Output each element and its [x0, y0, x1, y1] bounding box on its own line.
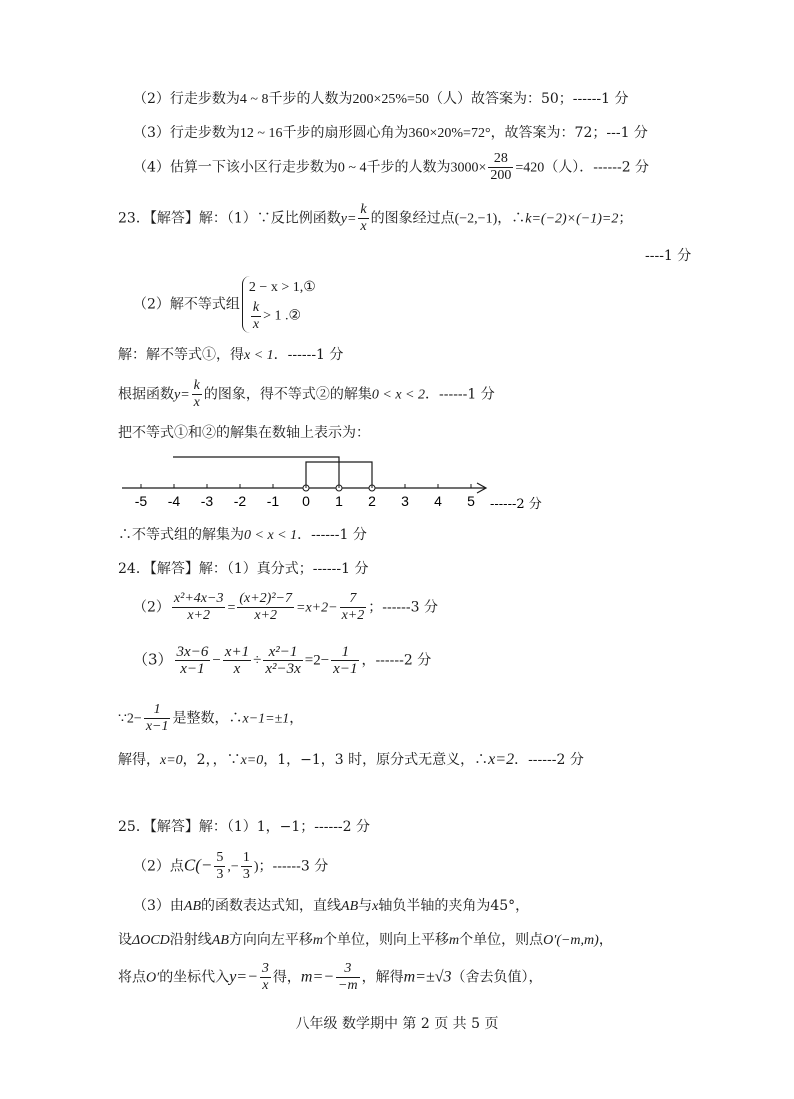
math: AB — [211, 933, 229, 948]
denominator: x+2 — [187, 608, 211, 623]
fraction — [336, 961, 360, 994]
text: ；------3 分 — [368, 599, 438, 616]
math: m — [312, 933, 324, 948]
math: > 1 .② — [263, 308, 302, 324]
inequality-1: 2 − x > 1,① — [248, 280, 316, 295]
math: O′(−m,m) — [543, 933, 599, 948]
fraction — [175, 644, 211, 677]
text: 23．【解答】解：（1）∵反比例函数 — [118, 210, 341, 227]
text: 方向向左平移 — [228, 932, 313, 948]
text: ．------1 分 — [425, 386, 495, 403]
math: ∵2− — [118, 711, 142, 727]
math: m=− — [300, 968, 335, 986]
text: ∴不等式组的解集为 — [118, 527, 244, 543]
tick-label: -2 — [233, 493, 247, 509]
math: 12 ~ 16 — [239, 126, 283, 141]
text: 得， — [272, 969, 301, 986]
text: 根据函数 — [118, 386, 174, 403]
fraction — [251, 300, 261, 333]
tick-label: -4 — [167, 493, 181, 509]
math: y=− — [229, 968, 258, 986]
numerator: k — [360, 202, 367, 217]
text: 25．【解答】解：（1）1，−1；------2 分 — [118, 819, 371, 835]
q24-part-4 — [118, 702, 303, 735]
numerator: 3 — [261, 961, 269, 976]
fraction — [358, 202, 368, 235]
fraction — [172, 591, 226, 624]
text: （2）行走步数为 — [133, 91, 240, 107]
inequality-2 — [249, 300, 316, 333]
math: =2− — [304, 652, 330, 669]
fraction — [144, 702, 171, 735]
fraction — [488, 151, 513, 184]
q24-part-3 — [133, 644, 431, 677]
q23-part-2 — [133, 276, 316, 333]
math: =x+2− — [296, 600, 338, 616]
denominator: x²−3x — [265, 661, 301, 677]
text: 解：解不等式①，得 — [118, 347, 244, 363]
numerator: 1 — [331, 644, 359, 661]
text: ，2，，∵ — [182, 752, 241, 768]
math: y= — [340, 211, 357, 227]
numerator: x+1 — [224, 644, 250, 660]
text: 沿射线 — [169, 932, 212, 948]
q25-part-2 — [133, 850, 328, 883]
tick-label: 3 — [401, 493, 409, 509]
text: 的图象，得不等式②的解集 — [203, 386, 372, 403]
denominator: x+2 — [341, 608, 365, 623]
text: ，故答案为：72；---1 分 — [490, 125, 648, 141]
math: 200×25%=50 — [352, 92, 429, 107]
q24-head — [118, 560, 368, 578]
text: ， — [289, 710, 304, 727]
tick-label: 4 — [434, 493, 442, 509]
score: ----1 分 — [645, 248, 692, 264]
footer-text: 八年级 数学期中 第 2 页 共 5 页 — [295, 1016, 499, 1032]
math: =420 — [515, 160, 545, 176]
q23-solution-3 — [118, 424, 370, 442]
denominator: x — [262, 978, 269, 993]
numerator: k — [193, 378, 200, 393]
text: 的坐标代入 — [159, 969, 230, 986]
fraction — [237, 591, 294, 624]
math: x — [372, 899, 379, 914]
math: x−1=±1 — [242, 711, 290, 727]
text: 把不等式①和②的解集在数轴上表示为： — [118, 425, 370, 441]
text: （人）．------2 分 — [544, 159, 650, 176]
denominator: −m — [338, 978, 358, 993]
text: 个单位，则向上平移 — [323, 932, 450, 948]
math: 0 < x < 1 — [244, 528, 298, 543]
q23-head — [118, 202, 632, 235]
text: （4）估算一下该小区行走步数为 — [133, 159, 338, 176]
numerator: 1 — [242, 850, 250, 865]
text: 千步的扇形圆心角为 — [282, 125, 409, 141]
denominator: x−1 — [333, 661, 358, 677]
math: = — [227, 600, 236, 616]
q24-part-5 — [118, 751, 584, 770]
math: k=(−2)×(−1)=2 — [525, 211, 619, 227]
math: ) — [253, 859, 259, 875]
numerator: 3 — [336, 961, 360, 978]
fraction — [214, 850, 225, 883]
math: ÷ — [253, 652, 262, 669]
math: y= — [174, 387, 190, 403]
q25-part-4 — [118, 931, 613, 950]
numerator: 3x−6 — [176, 644, 209, 660]
text: ，解得 — [361, 969, 404, 986]
numerator: 28 — [488, 151, 513, 168]
math: O′ — [146, 970, 160, 986]
text: （3）由 — [133, 898, 184, 914]
text: 的函数表达式知，直线 — [201, 898, 342, 914]
text: ； — [618, 210, 633, 227]
text: （2）解不等式组 — [133, 296, 240, 313]
tick-label: -5 — [134, 493, 148, 509]
math: − — [212, 652, 221, 669]
number-line — [0, 448, 794, 518]
text: ， — [598, 932, 613, 948]
text: 千步的人数为 — [366, 159, 451, 176]
text: 与 — [358, 898, 373, 914]
q22-line-4 — [133, 151, 649, 184]
denominator: x — [360, 219, 367, 234]
math: C(− — [183, 855, 213, 875]
numerator: (x+2)²−7 — [239, 591, 292, 606]
math: AB — [341, 899, 359, 914]
q24-part-2 — [133, 591, 438, 624]
denominator: x — [233, 661, 241, 677]
numerator: k — [252, 300, 260, 315]
numerator: x²+4x−3 — [173, 591, 224, 606]
q25-part-5 — [118, 961, 543, 994]
text: ．------1 分 — [273, 347, 344, 363]
math: 360×20%=72° — [408, 126, 491, 141]
q22-line-3 — [133, 124, 648, 143]
math: 3000× — [450, 160, 487, 176]
q23-score-1 — [645, 247, 691, 265]
denominator: 200 — [490, 168, 512, 183]
text: 千步的人数为 — [268, 91, 353, 107]
text: 解得， — [118, 752, 160, 768]
denominator: x−1 — [180, 661, 205, 677]
fraction — [331, 644, 359, 677]
fraction — [223, 644, 251, 677]
numerator: 5 — [216, 850, 224, 865]
text: （3）行走步数为 — [133, 125, 240, 141]
math: (−2,−1) — [454, 211, 498, 227]
fraction — [260, 961, 271, 994]
math: 0 < x < 2 — [371, 387, 425, 403]
math: x=0 — [240, 753, 264, 768]
text: （舍去负值）， — [451, 969, 543, 986]
numerator: x²−1 — [263, 644, 302, 661]
tick-label: -1 — [266, 493, 280, 509]
text: ，1，−1，3 时，原分式无意义，∴ — [263, 752, 489, 768]
math: ,− — [227, 859, 239, 875]
denominator: x — [252, 317, 260, 332]
text: 24．【解答】解：（1）真分式；------1 分 — [118, 561, 369, 577]
q23-solution-2 — [118, 378, 495, 411]
text: 是整数，∴ — [172, 710, 243, 727]
text: ．------2 分 — [514, 752, 584, 768]
text: （3） — [133, 650, 173, 669]
math: m — [449, 933, 460, 948]
text: 设 — [118, 932, 132, 948]
q25-head — [118, 818, 370, 836]
q23-solution-1 — [118, 346, 343, 365]
text: ；------3 分 — [258, 858, 329, 875]
fraction — [263, 644, 302, 677]
q25-part-3 — [133, 897, 529, 916]
inequality-system — [242, 276, 316, 333]
denominator: 3 — [242, 867, 250, 882]
text: 轴负半轴的夹角为45°， — [378, 898, 530, 914]
math: 4 ~ 8 — [239, 92, 269, 107]
numerator: 1 — [144, 702, 171, 719]
tick-label: 0 — [302, 493, 310, 509]
text: （人）故答案为：50；------1 分 — [428, 91, 629, 107]
q23-conclusion — [118, 526, 367, 545]
fraction — [192, 378, 202, 411]
math: x < 1 — [244, 348, 274, 363]
numerator: 7 — [340, 591, 367, 608]
text: ，------2 分 — [361, 652, 432, 669]
math: x=2 — [488, 751, 515, 768]
page-footer — [0, 1013, 794, 1033]
axis-score: ------2 分 — [490, 497, 542, 512]
denominator: x — [193, 395, 200, 410]
math: m=±√3 — [403, 968, 452, 986]
text: ，∴ — [497, 210, 526, 227]
fraction — [241, 850, 252, 883]
denominator: 3 — [216, 867, 224, 882]
text: ．------1 分 — [297, 527, 367, 543]
denominator: x−1 — [145, 719, 169, 734]
tick-label: 2 — [368, 493, 376, 509]
tick-label: 1 — [335, 493, 343, 509]
tick-label: -3 — [200, 493, 214, 509]
math: ΔOCD — [132, 933, 170, 948]
text: （2） — [133, 599, 170, 616]
denominator: x+2 — [254, 608, 278, 623]
math: x=0 — [160, 753, 183, 768]
fraction — [340, 591, 367, 624]
text: 将点 — [118, 969, 146, 986]
math: 0 ~ 4 — [337, 160, 367, 176]
text: （2）点 — [133, 858, 184, 875]
math: AB — [183, 899, 202, 914]
tick-label: 5 — [467, 493, 475, 509]
q22-line-2 — [133, 90, 629, 109]
text: 的图象经过点 — [370, 210, 455, 227]
text: 个单位，则点 — [459, 932, 544, 948]
